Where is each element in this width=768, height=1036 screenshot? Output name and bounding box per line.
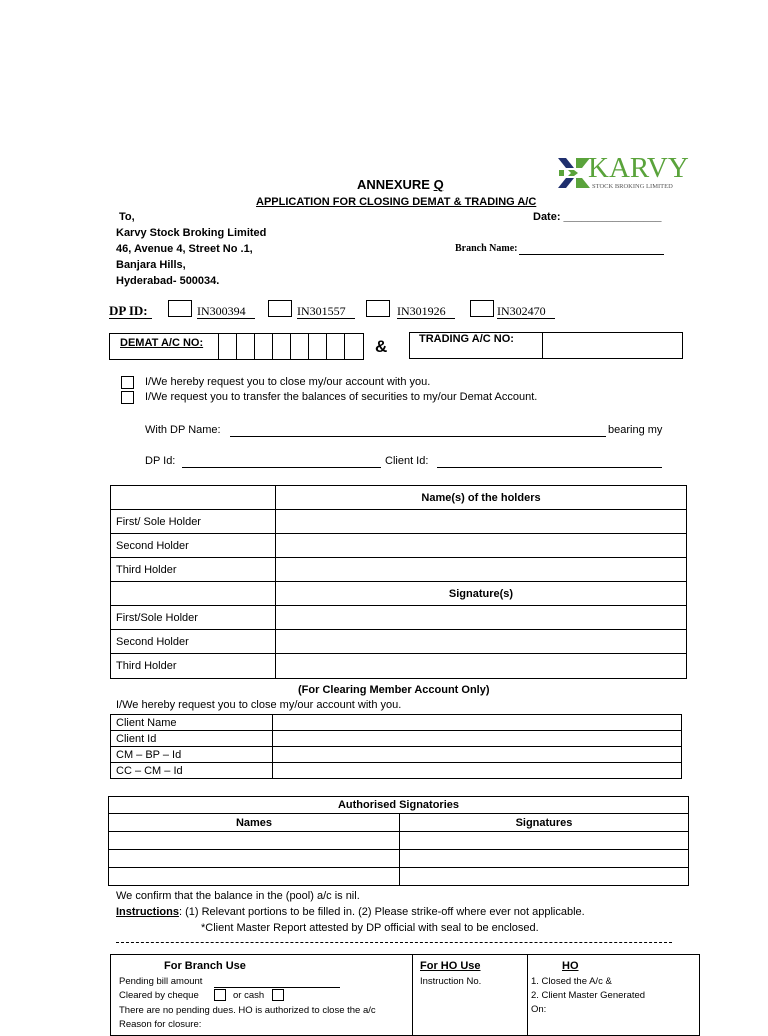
dp-name-field[interactable] bbox=[230, 436, 606, 437]
signatures-header-blank bbox=[111, 582, 276, 606]
dp-option-checkbox-3[interactable] bbox=[366, 300, 390, 317]
authorised-title: Authorised Signatories bbox=[109, 797, 689, 814]
dp-option-checkbox-1[interactable] bbox=[168, 300, 192, 317]
authorised-table bbox=[108, 796, 689, 886]
reason-label: Reason for closure: bbox=[119, 1019, 202, 1030]
address-line1: 46, Avenue 4, Street No .1, bbox=[116, 243, 253, 255]
names-header: Name(s) of the holders bbox=[276, 486, 687, 510]
pending-bill-field[interactable] bbox=[214, 987, 340, 988]
authorised-signatures-header: Signatures bbox=[400, 814, 689, 832]
form-subtitle: APPLICATION FOR CLOSING DEMAT & TRADING A/C bbox=[256, 196, 537, 208]
dp-option-underline-2 bbox=[297, 318, 355, 319]
signatures-header: Signature(s) bbox=[276, 582, 687, 606]
clearing-field[interactable] bbox=[273, 763, 682, 779]
ho-item-2: 2. Client Master Generated bbox=[531, 990, 646, 1001]
ho-item-2-on: On: bbox=[531, 1004, 547, 1015]
address-to: To, bbox=[119, 211, 135, 223]
cash-checkbox[interactable] bbox=[272, 989, 284, 1001]
instructions-label: Instructions bbox=[116, 906, 179, 918]
authorised-signature-field[interactable] bbox=[400, 868, 689, 886]
transfer-client-id-label: Client Id: bbox=[385, 455, 429, 467]
clearing-row-label: CC – CM – Id bbox=[111, 763, 273, 779]
authorised-signature-field[interactable] bbox=[400, 850, 689, 868]
authorised-name-field[interactable] bbox=[109, 832, 400, 850]
close-account-checkbox[interactable] bbox=[121, 376, 134, 389]
no-dues-text: There are no pending dues. HO is authorized to close the a/c bbox=[119, 1005, 376, 1016]
ho-title: HO bbox=[562, 960, 579, 972]
signature-field[interactable] bbox=[276, 606, 687, 630]
instruction-no-label: Instruction No. bbox=[420, 976, 482, 987]
trading-account-field[interactable] bbox=[542, 332, 543, 358]
cut-line bbox=[116, 942, 672, 943]
clearing-request: I/We hereby request you to close my/our account with you. bbox=[116, 699, 402, 711]
dp-id-underline bbox=[109, 318, 152, 319]
ho-item-1: 1. Closed the A/c & bbox=[531, 976, 612, 987]
dp-option-underline-1 bbox=[197, 318, 255, 319]
clearing-row-label: Client Name bbox=[111, 715, 273, 731]
dp-name-label: With DP Name: bbox=[145, 424, 221, 436]
ampersand: & bbox=[375, 337, 388, 356]
logo-brand: KARVY bbox=[588, 152, 689, 184]
clearing-row-label: CM – BP – Id bbox=[111, 747, 273, 763]
dp-id-label: DP ID: bbox=[109, 303, 148, 318]
instructions-line bbox=[116, 906, 585, 918]
clearing-field[interactable] bbox=[273, 747, 682, 763]
dp-option-label-2: IN301557 bbox=[297, 304, 346, 318]
signature-row-label: First/Sole Holder bbox=[111, 606, 276, 630]
bearing-label: bearing my bbox=[608, 424, 663, 436]
authorised-name-field[interactable] bbox=[109, 850, 400, 868]
dp-option-checkbox-2[interactable] bbox=[268, 300, 292, 317]
transfer-dp-id-field[interactable] bbox=[182, 467, 381, 468]
transfer-balance-text: I/We request you to transfer the balances of securities to my/our Demat Account. bbox=[145, 391, 538, 403]
or-cash-label: or cash bbox=[233, 990, 265, 1001]
pending-bill-label: Pending bill amount bbox=[119, 976, 203, 987]
address-line3: Hyderabad- 500034. bbox=[116, 275, 220, 287]
dp-option-label-3: IN301926 bbox=[397, 304, 446, 318]
signature-field[interactable] bbox=[276, 630, 687, 654]
holders-table bbox=[110, 485, 687, 679]
trading-account-label: TRADING A/C NO: bbox=[419, 333, 514, 345]
clearing-field[interactable] bbox=[273, 731, 682, 747]
transfer-balance-checkbox[interactable] bbox=[121, 391, 134, 404]
holders-header-blank bbox=[111, 486, 276, 510]
dp-option-label-1: IN300394 bbox=[197, 304, 246, 318]
ho-use-title: For HO Use bbox=[420, 960, 481, 972]
clearing-title: (For Clearing Member Account Only) bbox=[298, 684, 490, 696]
annexure-label: ANNEXURE bbox=[357, 177, 430, 192]
cheque-checkbox[interactable] bbox=[214, 989, 226, 1001]
clearing-row-label: Client Id bbox=[111, 731, 273, 747]
karvy-logo-mark-icon bbox=[556, 156, 592, 190]
dp-option-underline-4 bbox=[497, 318, 555, 319]
clearing-table bbox=[110, 714, 682, 779]
holder-name-field[interactable] bbox=[276, 558, 687, 582]
demat-account-digits[interactable] bbox=[218, 334, 362, 359]
authorised-name-field[interactable] bbox=[109, 868, 400, 886]
date-field[interactable]: Date: ________________ bbox=[533, 211, 662, 223]
address-company: Karvy Stock Broking Limited bbox=[116, 227, 267, 239]
dp-option-checkbox-4[interactable] bbox=[470, 300, 494, 317]
signature-row-label: Third Holder bbox=[111, 654, 276, 679]
signature-field[interactable] bbox=[276, 654, 687, 679]
holder-row-label: Third Holder bbox=[111, 558, 276, 582]
branch-name-label: Branch Name: bbox=[455, 243, 518, 254]
dp-option-underline-3 bbox=[397, 318, 455, 319]
instructions-note: *Client Master Report attested by DP official with seal to be enclosed. bbox=[201, 922, 539, 934]
dp-option-label-4: IN302470 bbox=[497, 304, 546, 318]
demat-account-label: DEMAT A/C NO: bbox=[120, 337, 204, 349]
logo-tagline: STOCK BROKING LIMITED bbox=[592, 183, 673, 190]
authorised-names-header: Names bbox=[109, 814, 400, 832]
transfer-client-id-field[interactable] bbox=[437, 467, 662, 468]
holder-name-field[interactable] bbox=[276, 534, 687, 558]
branch-name-field[interactable] bbox=[519, 254, 664, 255]
annexure-letter: Q bbox=[433, 177, 444, 192]
annexure-title bbox=[357, 177, 444, 192]
address-line2: Banjara Hills, bbox=[116, 259, 186, 271]
cleared-cheque-label: Cleared by cheque bbox=[119, 990, 199, 1001]
karvy-logo bbox=[556, 152, 689, 194]
transfer-dp-id-label: DP Id: bbox=[145, 455, 176, 467]
authorised-signature-field[interactable] bbox=[400, 832, 689, 850]
holder-row-label: Second Holder bbox=[111, 534, 276, 558]
close-account-text: I/We hereby request you to close my/our account with you. bbox=[145, 376, 431, 388]
branch-use-title: For Branch Use bbox=[164, 960, 246, 972]
signature-row-label: Second Holder bbox=[111, 630, 276, 654]
confirm-text: We confirm that the balance in the (pool) a/c is nil. bbox=[116, 890, 360, 902]
holder-row-label: First/ Sole Holder bbox=[111, 510, 276, 534]
holder-name-field[interactable] bbox=[276, 510, 687, 534]
instructions-text: : (1) Relevant portions to be filled in. (2) Please strike-off where ever not applicable. bbox=[178, 906, 585, 918]
clearing-field[interactable] bbox=[273, 715, 682, 731]
